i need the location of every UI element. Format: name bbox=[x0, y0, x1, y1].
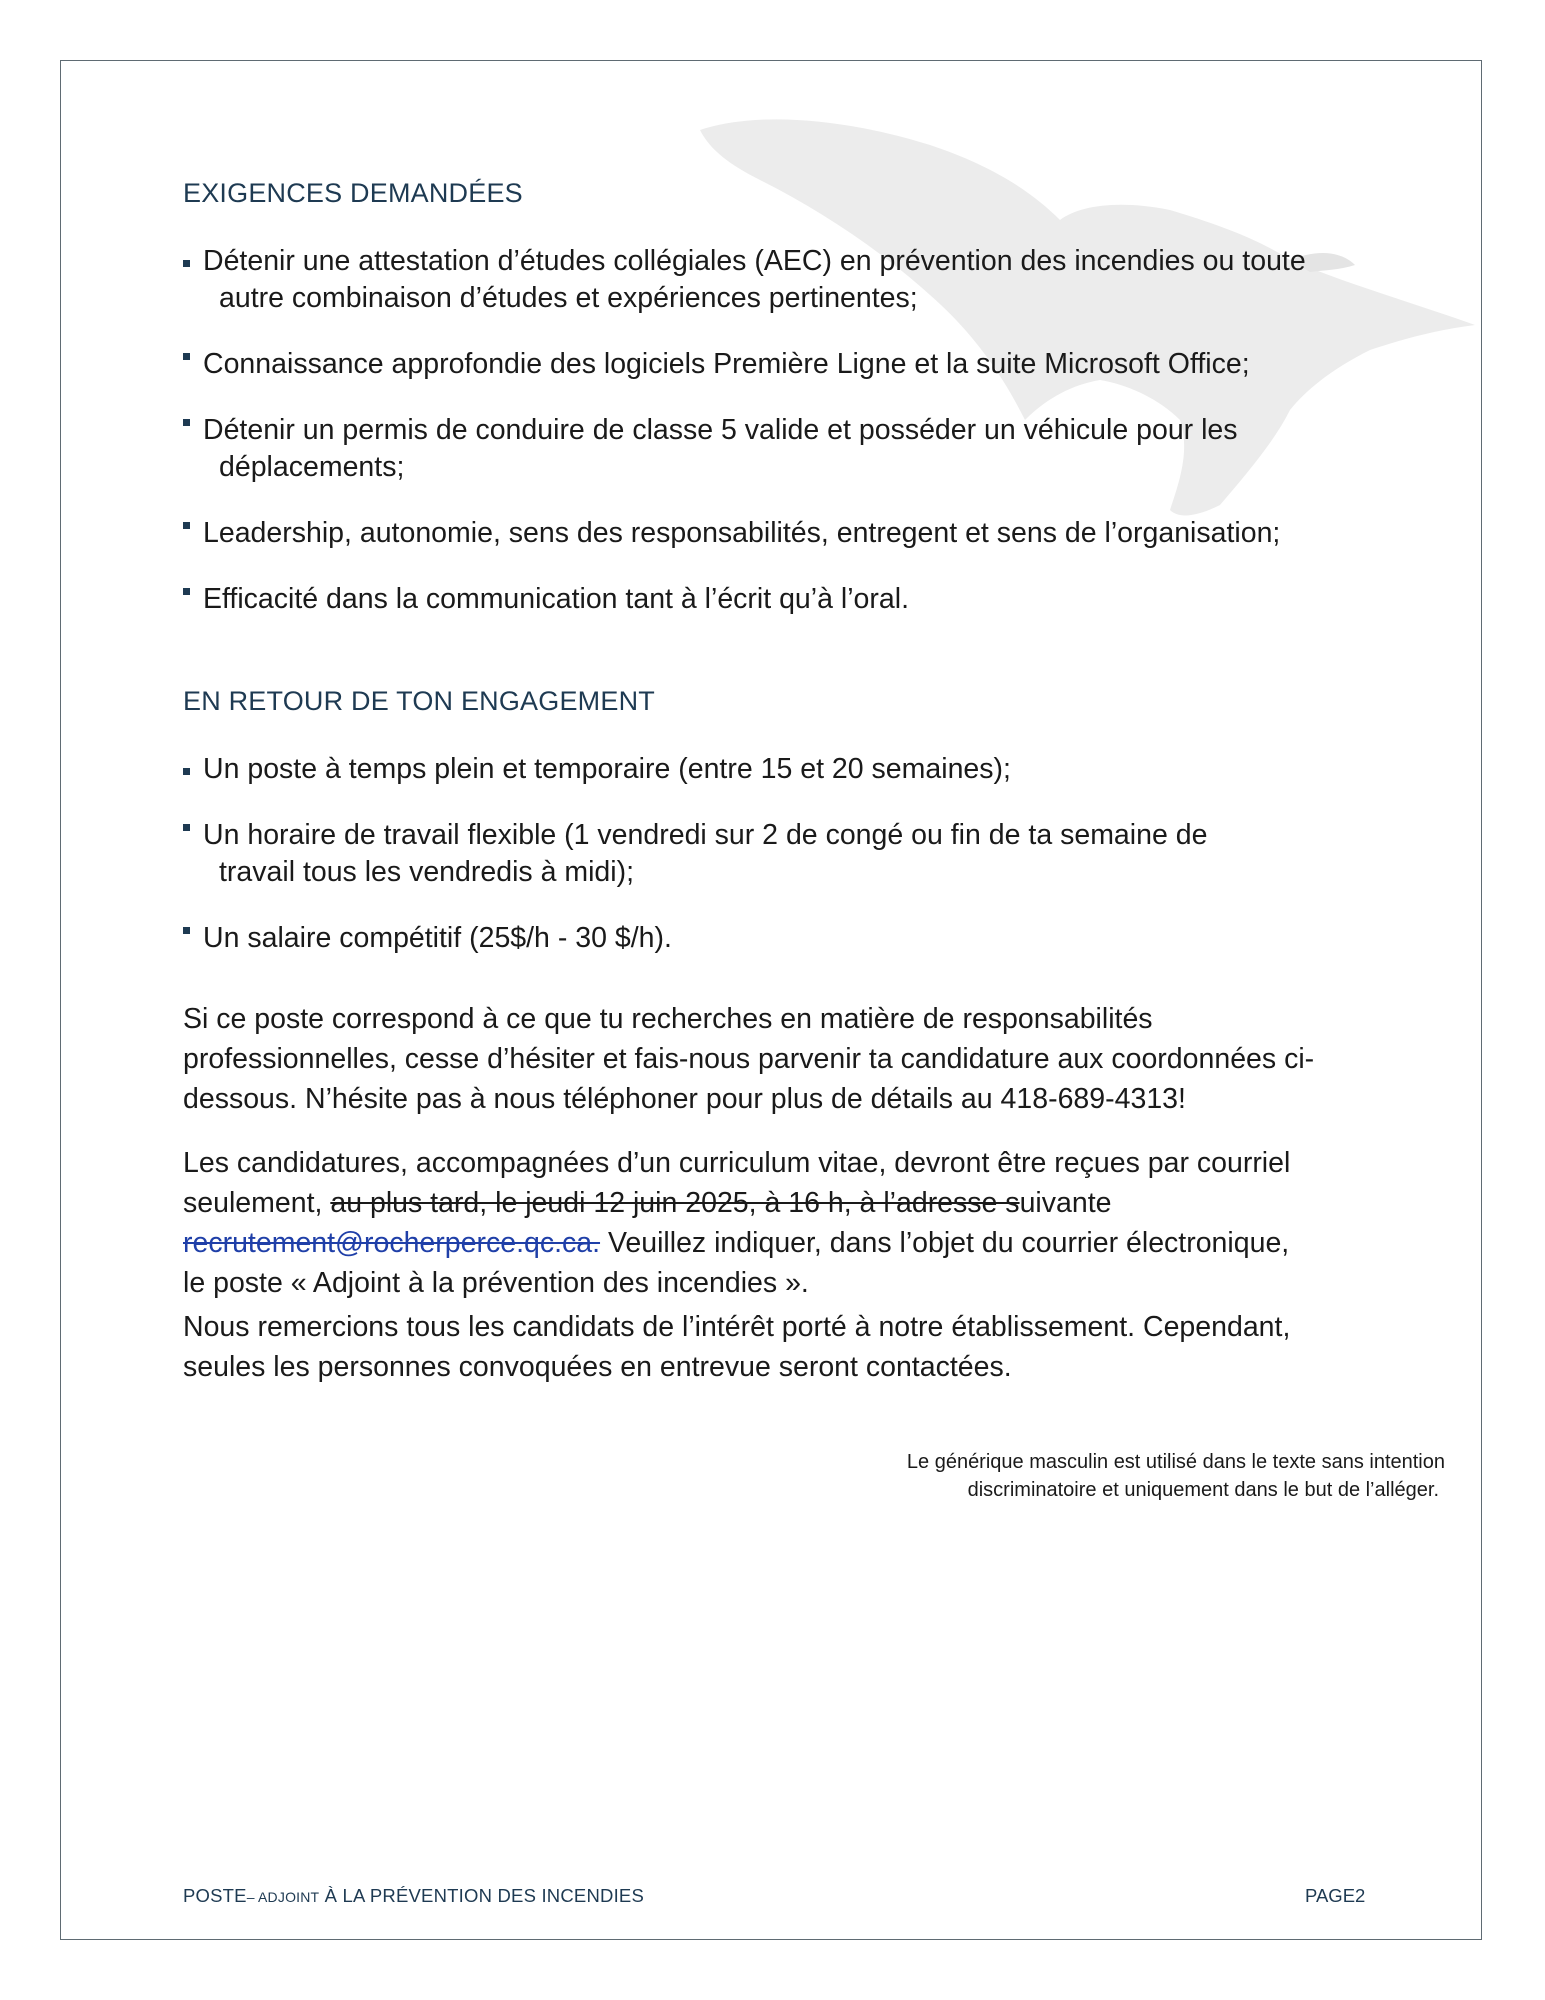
thanks-paragraph bbox=[183, 1307, 1383, 1387]
struck-deadline-text: au plus tard, le jeudi 12 juin 2025, à 16 h, à l’adresse s bbox=[330, 1187, 1020, 1219]
paragraph-line: dessous. N’hésite pas à nous téléphoner pour plus de détails au 418-689-4313! bbox=[183, 1083, 1186, 1115]
list-item-text-continued: autre combinaison d’études et expériences pertinentes; bbox=[219, 282, 918, 314]
list-item-text: Détenir une attestation d’études collégiales (AEC) en prévention des incendies ou toute bbox=[203, 245, 1306, 277]
paragraph-line: seules les personnes convoquées en entrevue seront contactées. bbox=[183, 1351, 1012, 1383]
paragraph-line: Les candidatures, accompagnées d’un curriculum vitae, devront être reçues par courriel bbox=[183, 1147, 1291, 1179]
disclaimer-line: discriminatoire et uniquement dans le but de l’alléger. bbox=[967, 1479, 1439, 1501]
bullet-icon bbox=[183, 353, 190, 360]
application-paragraph bbox=[183, 999, 1383, 1119]
bullet-icon bbox=[183, 824, 190, 831]
footer-title-part: POSTE bbox=[183, 1885, 247, 1906]
list-item bbox=[183, 412, 1383, 486]
footer-title-part: À LA PRÉVENTION DES INCENDIES bbox=[319, 1885, 645, 1906]
section-heading-requirements: EXIGENCES DEMANDÉES bbox=[183, 178, 523, 208]
paragraph-line: professionnelles, cesse d’hésiter et fais-nous parvenir ta candidature aux coordonnées ci- bbox=[183, 1043, 1315, 1075]
page-label: PAGE bbox=[1305, 1885, 1356, 1906]
bullet-icon bbox=[183, 588, 190, 595]
paragraph-line: Si ce poste correspond à ce que tu recherches en matière de responsabilités bbox=[183, 1003, 1153, 1035]
benefits-list bbox=[183, 751, 1383, 957]
section-heading-benefits: EN RETOUR DE TON ENGAGEMENT bbox=[183, 686, 655, 716]
list-item-text: Efficacité dans la communication tant à l’écrit qu’à l’oral. bbox=[203, 583, 909, 615]
paragraph-line: Nous remercions tous les candidats de l’intérêt porté à notre établissement. Cependant, bbox=[183, 1311, 1291, 1343]
disclaimer-line: Le générique masculin est utilisé dans le texte sans intention bbox=[906, 1451, 1445, 1473]
paragraph-text: seulement, bbox=[183, 1187, 331, 1219]
list-item bbox=[183, 751, 1383, 788]
submission-paragraph bbox=[183, 1143, 1383, 1303]
list-item bbox=[183, 817, 1383, 891]
list-item bbox=[183, 581, 1383, 618]
email-link[interactable]: recrutement@rocherperce.qc.ca. bbox=[183, 1227, 601, 1259]
list-item-text: Un poste à temps plein et temporaire (entre 15 et 20 semaines); bbox=[203, 753, 1011, 785]
paragraph-text: Veuillez indiquer, dans l’objet du courrier électronique, bbox=[600, 1227, 1290, 1259]
list-item bbox=[183, 243, 1383, 317]
bullet-icon bbox=[183, 260, 190, 267]
page-number: 2 bbox=[1355, 1885, 1366, 1906]
requirements-list bbox=[183, 243, 1383, 618]
footer-title-part: – ADJOINT bbox=[246, 1889, 320, 1905]
list-item-text-continued: déplacements; bbox=[219, 451, 405, 483]
paragraph-text: uivante bbox=[1019, 1187, 1112, 1219]
footer-title bbox=[183, 1885, 644, 1907]
bullet-icon bbox=[183, 522, 190, 529]
list-item bbox=[183, 346, 1383, 383]
list-item bbox=[183, 515, 1383, 552]
list-item bbox=[183, 920, 1383, 957]
list-item-text: Un horaire de travail flexible (1 vendredi sur 2 de congé ou fin de ta semaine de bbox=[203, 819, 1208, 851]
main-content bbox=[183, 178, 1383, 1387]
paragraph-line: le poste « Adjoint à la prévention des incendies ». bbox=[183, 1267, 809, 1299]
list-item-text: Détenir un permis de conduire de classe 5 valide et posséder un véhicule pour les bbox=[203, 414, 1238, 446]
list-item-text: Connaissance approfondie des logiciels Première Ligne et la suite Microsoft Office; bbox=[203, 348, 1250, 380]
gender-disclaimer bbox=[745, 1448, 1445, 1504]
list-item-text: Leadership, autonomie, sens des responsabilités, entregent et sens de l’organisation; bbox=[203, 517, 1281, 549]
footer-page bbox=[1305, 1885, 1365, 1907]
list-item-text-continued: travail tous les vendredis à midi); bbox=[219, 856, 635, 888]
bullet-icon bbox=[183, 419, 190, 426]
bullet-icon bbox=[183, 768, 190, 775]
bullet-icon bbox=[183, 927, 190, 934]
list-item-text: Un salaire compétitif (25$/h - 30 $/h). bbox=[203, 922, 672, 954]
